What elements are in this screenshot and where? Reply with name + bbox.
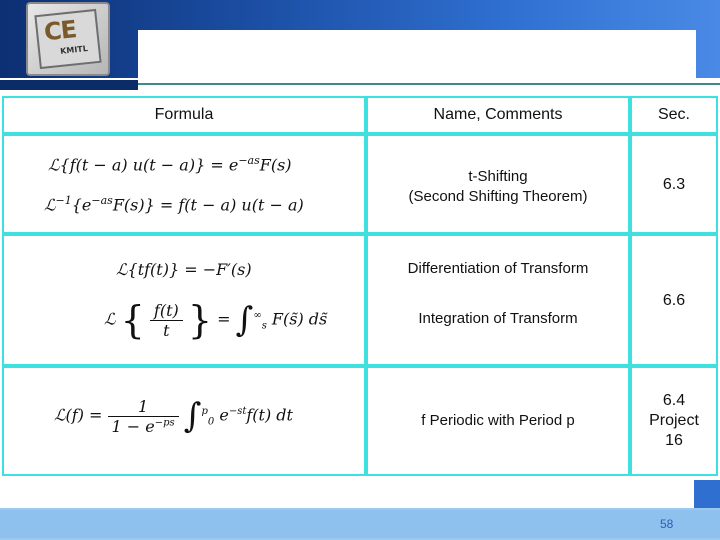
row3-section-line2: Project	[649, 412, 699, 429]
row1-formula-cell	[2, 134, 366, 234]
row1-formula-1: ℒ{f(t − a) $u(t - a)\} = e^{-as}F(s)$	[48, 154, 292, 175]
row1-name-line1: t-Shifting	[468, 168, 528, 185]
row1-name-cell	[366, 134, 630, 234]
row3-section-line3: 16	[665, 432, 683, 449]
row2-name-line1: Differentiation of Transform	[407, 260, 589, 277]
footer-accent-tab	[694, 480, 720, 510]
row2-section-cell	[630, 234, 718, 366]
kmitl-ce-logo	[26, 2, 110, 76]
header-accent-bar	[0, 80, 138, 90]
logo-chip-icon	[34, 9, 101, 69]
row2-formula-1: ℒ{tf(t)} = −F′(s)	[116, 260, 252, 279]
header-name-comments	[366, 96, 630, 134]
row3-section-line1: 6.4	[662, 392, 686, 409]
row2-name-line2: Integration of Transform	[418, 310, 578, 327]
logo-subtext: KMITL	[59, 44, 89, 56]
row2-section: 6.6	[662, 292, 686, 309]
header-divider-line	[138, 83, 720, 85]
row3-formula-cell	[2, 366, 366, 476]
row3-formula: ℒ(f) = $\frac{1}{1 - e^{-ps}}$ ∫$^p_0$ $e^{-st}f(t)$ dt	[54, 396, 293, 436]
header-section	[630, 96, 718, 134]
row2-formula-cell	[2, 234, 366, 366]
row1-formula-2: $ℒ^{-1}\{e^{-as}F(s)\} = f(t - a) u(t - a)$	[44, 194, 304, 215]
header-title-area	[138, 30, 696, 78]
row1-section: 6.3	[662, 176, 686, 193]
header-name-label: Name, Comments	[433, 106, 563, 123]
row1-section-cell	[630, 134, 718, 234]
header-formula-label: Formula	[154, 106, 214, 123]
row3-section-cell	[630, 366, 718, 476]
row3-name-line1: f Periodic with Period p	[421, 412, 575, 429]
header-section-label: Sec.	[657, 106, 690, 123]
page-number: 58	[660, 517, 674, 531]
laplace-formula-table	[2, 96, 718, 476]
footer-strip	[0, 510, 720, 538]
row3-name-cell	[366, 366, 630, 476]
row2-formula-2: ℒ { $\frac{f(t)}{t}$ } = $\int^\infty_s$ F(s̃) ds̃	[104, 298, 328, 342]
header-formula	[2, 96, 366, 134]
row2-name-cell	[366, 234, 630, 366]
row1-name-line2: (Second Shifting Theorem)	[408, 188, 588, 205]
logo-text: CE	[42, 15, 78, 47]
